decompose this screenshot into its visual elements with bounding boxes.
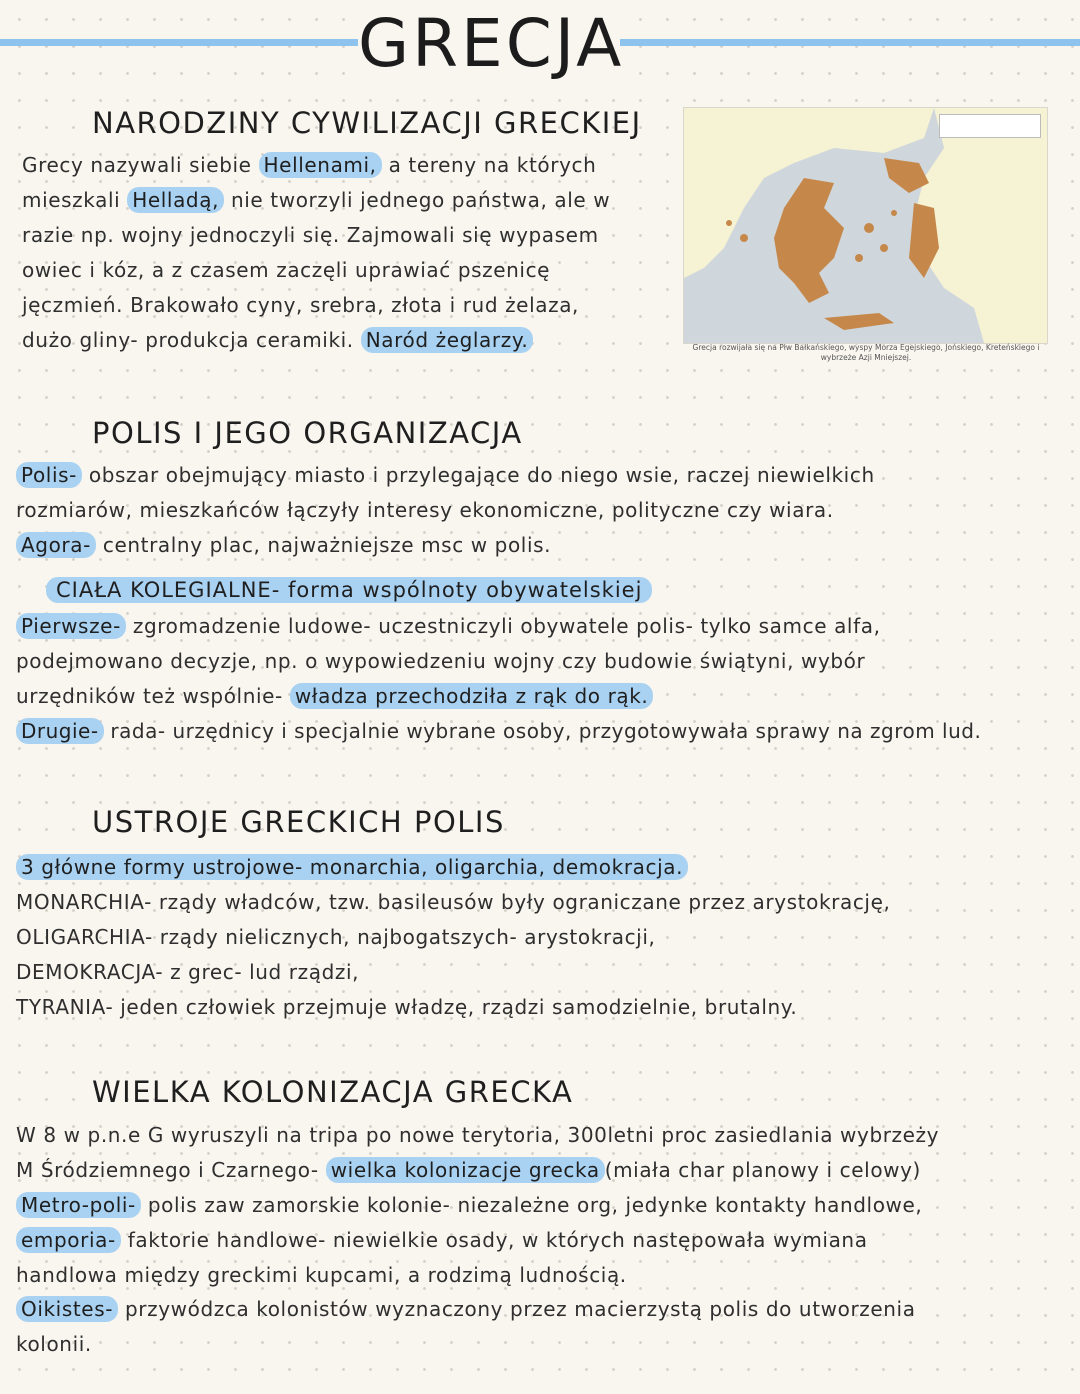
polis-line-6: urzędników też wspólnie- władza przechodziła z rąk do rąk. bbox=[16, 681, 653, 711]
kolonizacja-line-2: M Śródziemnego i Czarnego- wielka kolonizacje grecka (miała char planowy i celowy) bbox=[16, 1158, 921, 1182]
narodziny-line-4: owiec i kóz, a z czasem zaczęli uprawiać pszenicę bbox=[22, 258, 551, 282]
polis-line-7: Drugie- rada- urzędnicy i specjalnie wybrane osoby, przygotowywała sprawy na zgrom lud. bbox=[16, 716, 981, 746]
highlight-metropoli: Metro-poli- bbox=[16, 1192, 141, 1218]
narodziny-line-1: Grecy nazywali siebie Hellenami, a tereny na których bbox=[22, 153, 597, 177]
heading-narodziny: NARODZINY CYWILIZACJI GRECKIEJ bbox=[92, 106, 642, 140]
subheading-ciala-kolegialne: CIAŁA KOLEGIALNE- forma wspólnoty obywatelskiej bbox=[46, 575, 652, 605]
heading-polis: POLIS I JEGO ORGANIZACJA bbox=[92, 416, 523, 450]
heading-kolonizacja: WIELKA KOLONIZACJA GRECKA bbox=[92, 1075, 574, 1109]
highlight-hellenami: Hellenami, bbox=[259, 152, 382, 178]
highlight-agora: Agora- bbox=[16, 532, 96, 558]
polis-line-3: Agora- centralny plac, najważniejsze msc w polis. bbox=[16, 530, 551, 560]
narodziny-line-2: mieszkali Helladą, nie tworzyli jednego państwa, ale w bbox=[22, 188, 611, 212]
polis-line-4: Pierwsze- zgromadzenie ludowe- uczestniczyli obywatele polis- tylko samce alfa, bbox=[16, 611, 881, 641]
kolonizacja-line-4: emporia- faktorie handlowe- niewielkie osady, w których następowała wymiana bbox=[16, 1225, 868, 1255]
map-island bbox=[740, 234, 748, 242]
map-of-greece bbox=[683, 107, 1048, 344]
highlight-hellada: Helladą, bbox=[127, 187, 224, 213]
kolonizacja-line-7: kolonii. bbox=[16, 1332, 92, 1356]
highlight-wielka-kolonizacja: wielka kolonizacje grecka bbox=[326, 1157, 605, 1183]
ustroje-line-4: DEMOKRACJA- z grec- lud rządzi, bbox=[16, 960, 360, 984]
kolonizacja-line-3: Metro-poli- polis zaw zamorskie kolonie- niezależne org, jedynke kontakty handlowe, bbox=[16, 1190, 922, 1220]
kolonizacja-line-6: Oikistes- przywódzca kolonistów wyznaczony przez macierzystą polis do utworzenia bbox=[16, 1294, 916, 1324]
narodziny-line-5: jęczmień. Brakowało cyny, srebra, złota i rud żelaza, bbox=[22, 293, 580, 317]
polis-line-1: Polis- obszar obejmujący miasto i przylegające do niego wsie, raczej niewielkich bbox=[16, 460, 875, 490]
ustroje-line-2: MONARCHIA- rządy władców, tzw. basileusów były ograniczane przez arystokrację, bbox=[16, 890, 891, 914]
highlight-emporia: emporia- bbox=[16, 1227, 121, 1253]
heading-ustroje: USTROJE GRECKICH POLIS bbox=[92, 805, 505, 839]
highlight-pierwsze: Pierwsze- bbox=[16, 613, 126, 639]
map-island bbox=[891, 210, 897, 216]
map-legend bbox=[939, 114, 1041, 138]
polis-line-5: podejmowano decyzje, np. o wypowiedzeniu wojny czy budowie świątyni, wybór bbox=[16, 649, 866, 673]
kolonizacja-line-5: handlowa między greckimi kupcami, a rodzimą ludnością. bbox=[16, 1263, 627, 1287]
map-island bbox=[855, 254, 863, 262]
highlight-formy-ustrojowe: 3 główne formy ustrojowe- monarchia, oligarchia, demokracja. bbox=[16, 854, 688, 880]
page-title: GRECJA bbox=[358, 5, 625, 82]
polis-line-2: rozmiarów, mieszkańców łączyły interesy ekonomiczne, polityczne czy wiara. bbox=[16, 498, 834, 522]
ustroje-line-3: OLIGARCHIA- rządy nielicznych, najbogatszych- arystokracji, bbox=[16, 925, 656, 949]
narodziny-line-6: dużo gliny- produkcja ceramiki. Naród żeglarzy. bbox=[22, 325, 533, 355]
map-image bbox=[684, 108, 1047, 343]
highlight-drugie: Drugie- bbox=[16, 718, 104, 744]
highlight-oikistes: Oikistes- bbox=[16, 1296, 118, 1322]
map-island bbox=[726, 220, 732, 226]
ustroje-line-5: TYRANIA- jeden człowiek przejmuje władzę, rządzi samodzielnie, brutalny. bbox=[16, 995, 798, 1019]
highlight-narod-zeglarzy: Naród żeglarzy. bbox=[361, 327, 534, 353]
kolonizacja-line-1: W 8 w p.n.e G wyruszyli na tripa po nowe terytoria, 300letni proc zasiedlania wybrzeży bbox=[16, 1123, 940, 1147]
narodziny-line-3: razie np. wojny jednoczyli się. Zajmowali się wypasem bbox=[22, 223, 599, 247]
ustroje-line-1 bbox=[16, 852, 688, 882]
highlight-polis: Polis- bbox=[16, 462, 82, 488]
map-island bbox=[880, 244, 888, 252]
map-caption: Grecja rozwijała się na Płw Bałkańskiego, wyspy Morza Egejskiego, Jońskiego, Kreteńskiego i wybrzeże Azji Mniejszej. bbox=[692, 343, 1040, 362]
map-island bbox=[864, 223, 874, 233]
highlight-wladza: władza przechodziła z rąk do rąk. bbox=[290, 683, 654, 709]
